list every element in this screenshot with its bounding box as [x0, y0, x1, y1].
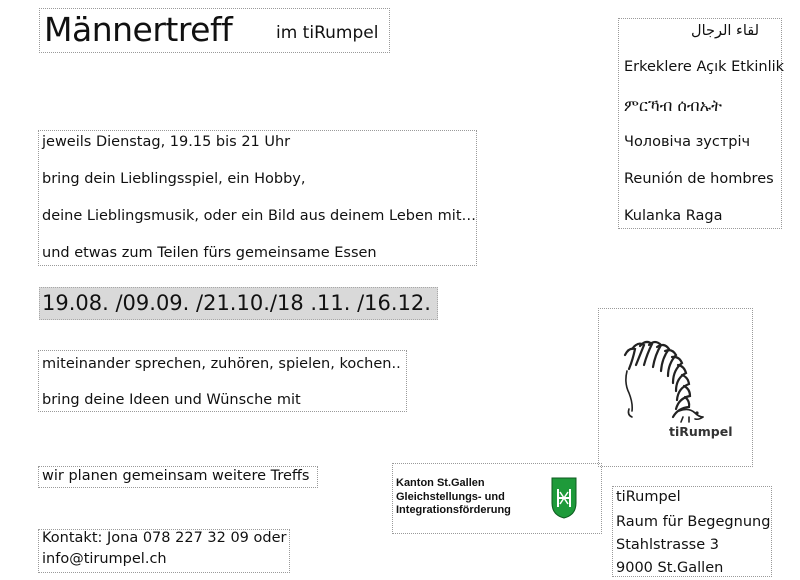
- address-line: Stahlstrasse 3: [616, 537, 719, 553]
- meeting-info: [38, 130, 477, 266]
- kanton-line: Gleichstellungs- und: [396, 490, 505, 503]
- title-box: [39, 8, 390, 53]
- address-line: 9000 St.Gallen: [616, 560, 724, 576]
- contact-email[interactable]: info@tirumpel.ch: [42, 551, 167, 567]
- kanton-line: Kanton St.Gallen: [396, 477, 485, 489]
- address-line: Raum für Begegnung: [616, 514, 771, 530]
- language-translations: [618, 18, 785, 229]
- tirumpel-logo: [598, 308, 753, 467]
- plans-box: [38, 466, 318, 488]
- canton-st-gallen-shield-icon: [551, 477, 577, 519]
- kanton-line: Integrationsförderung: [396, 504, 511, 516]
- info-line: und etwas zum Teilen fürs gemeinsame Essen: [42, 245, 377, 261]
- page-subtitle: im tiRumpel: [276, 23, 379, 43]
- translation-turkish: Erkeklere Açık Etkinlik: [624, 59, 785, 75]
- translation-arabic: لقاء الرجال: [691, 23, 759, 39]
- logo-text: tiRumpel: [669, 424, 733, 439]
- meeting-schedule: jeweils Dienstag, 19.15 bis 21 Uhr: [42, 134, 291, 150]
- meeting-dates: [39, 287, 438, 320]
- slinky-hedgehog-icon: [599, 309, 754, 468]
- kanton-logo: [392, 463, 602, 534]
- dates-text: 19.08. /09.09. /21.10./18 .11. /16.12.: [42, 291, 431, 315]
- contact-phone: Kontakt: Jona 078 227 32 09 oder: [42, 530, 287, 546]
- translation-spanish: Reunión de hombres: [624, 171, 774, 187]
- page-title: Männertreff: [44, 10, 233, 49]
- activity-line: bring deine Ideen und Wünsche mit: [42, 392, 301, 408]
- address-line: tiRumpel: [616, 489, 681, 505]
- translation-tigrinya: ምርኻብ ሰብኡት: [624, 96, 722, 115]
- translation-ukrainian: Чоловіча зустріч: [624, 134, 751, 150]
- activities-box: [38, 350, 407, 412]
- contact-box: [38, 529, 290, 573]
- info-line: bring dein Lieblingsspiel, ein Hobby,: [42, 171, 306, 187]
- kanton-text: [396, 477, 511, 518]
- translation-somali: Kulanka Raga: [624, 208, 723, 224]
- address-box: [612, 486, 772, 577]
- plans-text: wir planen gemeinsam weitere Treffs: [42, 468, 310, 484]
- activity-line: miteinander sprechen, zuhören, spielen, kochen..: [42, 356, 401, 372]
- info-line: deine Lieblingsmusik, oder ein Bild aus deinem Leben mit…: [42, 208, 477, 224]
